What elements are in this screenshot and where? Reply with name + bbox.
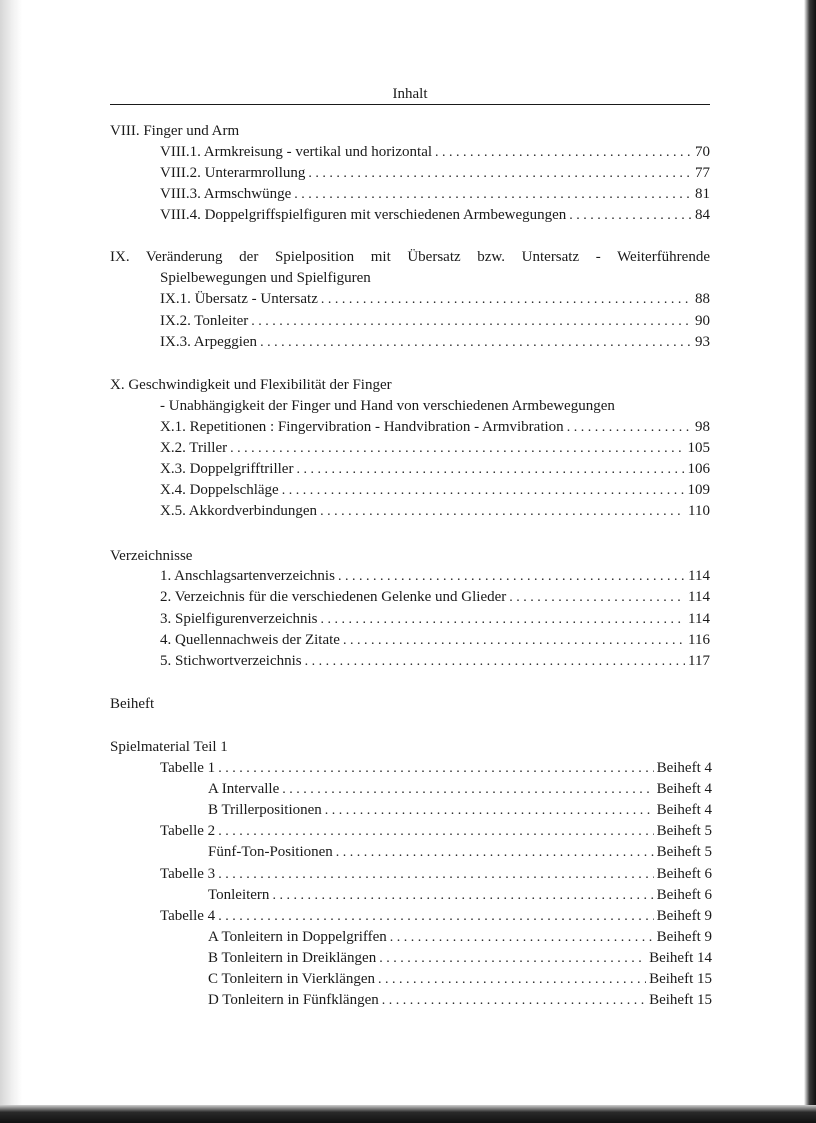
leader-dots: [509, 588, 685, 608]
toc-entry-label: IX.1. Übersatz - Untersatz: [160, 291, 318, 307]
leader-dots: [251, 312, 692, 332]
toc-entry-label: A Tonleitern in Doppelgriffen: [208, 929, 387, 945]
toc-entry-page: 70: [695, 144, 710, 160]
toc-entry-label: X.2. Triller: [160, 440, 228, 456]
toc-entry: [160, 587, 710, 608]
toc-entry-label: IX.2. Tonleiter: [160, 313, 249, 329]
leader-dots: [260, 333, 692, 353]
toc-entry-page: 81: [695, 186, 710, 202]
toc-entry-page: Beiheft 4: [656, 781, 712, 797]
toc-entry: [160, 417, 710, 438]
toc-entry-label: Tabelle 3: [160, 866, 216, 882]
toc-entry-label: B Trillerpositionen: [208, 802, 322, 818]
toc-entry-label: X.3. Doppelgrifftriller: [160, 461, 294, 477]
leader-dots: [294, 185, 692, 205]
toc-entry-label: A Intervalle: [208, 781, 280, 797]
toc-entry: [160, 163, 710, 184]
toc-entry-page: Beiheft 5: [656, 844, 712, 860]
section-heading-spielmaterial: Spielmaterial Teil 1: [110, 739, 228, 755]
toc-entry: [160, 609, 710, 630]
leader-dots: [272, 886, 653, 906]
toc-entry-label: C Tonleitern in Vierklängen: [208, 971, 376, 987]
leader-dots: [320, 502, 685, 522]
toc-entry-page: Beiheft 9: [656, 908, 712, 924]
toc-entry-label: VIII.3. Armschwünge: [160, 186, 292, 202]
toc-entry: [160, 184, 710, 205]
toc-entry-page: Beiheft 5: [656, 823, 712, 839]
leader-dots: [308, 164, 692, 184]
toc-entry-page: 93: [695, 334, 710, 350]
toc-entry: [208, 948, 712, 969]
leader-dots: [435, 143, 692, 163]
section-heading-viii: VIII. Finger und Arm: [110, 123, 240, 139]
toc-entry-label: B Tonleitern in Dreiklängen: [208, 950, 377, 966]
leader-dots: [567, 418, 692, 438]
toc-entry-page: Beiheft 14: [649, 950, 712, 966]
leader-dots: [305, 652, 685, 672]
toc-entry-label: 4. Quellennachweis der Zitate: [160, 632, 340, 648]
toc-entry: [160, 459, 710, 480]
toc-entry-page: 77: [695, 165, 710, 181]
toc-entry-label: 1. Anschlagsartenverzeichnis: [160, 568, 335, 584]
toc-entry-label: X.4. Doppelschläge: [160, 482, 279, 498]
leader-dots: [218, 822, 653, 842]
leader-dots: [320, 610, 685, 630]
toc-entry-label: Fünf-Ton-Positionen: [208, 844, 333, 860]
section-heading-beiheft: Beiheft: [110, 696, 155, 712]
toc-entry-page: Beiheft 4: [656, 760, 712, 776]
toc-entry: [208, 969, 712, 990]
toc-entry: [160, 501, 710, 522]
toc-entry: [160, 142, 710, 163]
toc-entry-label: Tabelle 4: [160, 908, 216, 924]
leader-dots: [230, 439, 684, 459]
page-header-title: Inhalt: [392, 86, 428, 102]
toc-entry-page: 114: [688, 568, 710, 584]
section-heading-ix: IX. Veränderung der Spielposition mit Übersatz bzw. Untersatz - Weiterführende: [110, 249, 710, 265]
toc-entry: [160, 821, 712, 842]
toc-entry: [160, 651, 710, 672]
leader-dots: [296, 460, 684, 480]
leader-dots: [390, 928, 654, 948]
toc-entry-page: 106: [687, 461, 710, 477]
toc-entry-label: X.5. Akkordverbindungen: [160, 503, 318, 519]
toc-entry-page: 114: [688, 589, 710, 605]
toc-entry: [208, 990, 712, 1011]
toc-entry: [160, 758, 712, 779]
toc-entry-label: IX.3. Arpeggien: [160, 334, 258, 350]
leader-dots: [282, 481, 685, 501]
leader-dots: [325, 801, 654, 821]
section-heading-verzeichnisse: Verzeichnisse: [110, 548, 193, 564]
section-heading-ix-continued: Spielbewegungen und Spielfiguren: [160, 270, 371, 286]
toc-entry: [160, 205, 710, 226]
leader-dots: [218, 865, 653, 885]
toc-entry-label: VIII.2. Unterarmrollung: [160, 165, 306, 181]
page-left-shadow: [0, 0, 22, 1123]
leader-dots: [218, 759, 653, 779]
toc-entry-page: 98: [695, 419, 710, 435]
toc-entry-label: D Tonleitern in Fünfklängen: [208, 992, 379, 1008]
leader-dots: [282, 780, 653, 800]
leader-dots: [336, 843, 654, 863]
header-rule: [110, 104, 710, 105]
leader-dots: [218, 907, 653, 927]
leader-dots: [343, 631, 685, 651]
toc-entry: [208, 842, 712, 863]
toc-entry: [160, 906, 712, 927]
toc-entry-page: 117: [688, 653, 710, 669]
leader-dots: [379, 949, 646, 969]
toc-entry-page: Beiheft 4: [656, 802, 712, 818]
page-right-edge: [804, 0, 816, 1123]
section-heading-x-continued: - Unabhängigkeit der Finger und Hand von verschiedenen Armbewegungen: [160, 398, 615, 414]
toc-entry-page: 110: [688, 503, 710, 519]
toc-entry-label: 3. Spielfigurenverzeichnis: [160, 611, 318, 627]
toc-entry: [160, 480, 710, 501]
toc-entry-label: X.1. Repetitionen : Fingervibration - Handvibration - Armvibration: [160, 419, 564, 435]
toc-entry-page: Beiheft 6: [656, 887, 712, 903]
toc-entry: [160, 566, 710, 587]
toc-entry: [208, 800, 712, 821]
toc-entry: [160, 438, 710, 459]
toc-entry-page: 84: [695, 207, 710, 223]
leader-dots: [378, 970, 646, 990]
toc-entry: [160, 289, 710, 310]
toc-entry-label: 2. Verzeichnis für die verschiedenen Gelenke und Glieder: [160, 589, 507, 605]
toc-entry-page: 116: [688, 632, 710, 648]
toc-entry-page: 105: [687, 440, 710, 456]
toc-entry: [160, 311, 710, 332]
toc-entry-page: Beiheft 9: [656, 929, 712, 945]
toc-entry-page: 90: [695, 313, 710, 329]
toc-entry-page: Beiheft 15: [649, 971, 712, 987]
toc-entry-page: 114: [688, 611, 710, 627]
toc-entry: [208, 885, 712, 906]
leader-dots: [569, 206, 692, 226]
leader-dots: [382, 991, 646, 1011]
toc-entry-page: Beiheft 15: [649, 992, 712, 1008]
toc-entry-label: VIII.1. Armkreisung - vertikal und horizontal: [160, 144, 433, 160]
toc-entry-page: Beiheft 6: [656, 866, 712, 882]
toc-entry-label: Tabelle 2: [160, 823, 216, 839]
toc-entry-label: VIII.4. Doppelgriffspielfiguren mit verschiedenen Armbewegungen: [160, 207, 567, 223]
toc-entry-label: 5. Stichwortverzeichnis: [160, 653, 302, 669]
section-heading-x: X. Geschwindigkeit und Flexibilität der Finger: [110, 377, 392, 393]
toc-entry: [160, 864, 712, 885]
toc-entry: [160, 630, 710, 651]
leader-dots: [338, 567, 685, 587]
leader-dots: [321, 290, 692, 310]
toc-entry-page: 88: [695, 291, 710, 307]
toc-entry: [208, 927, 712, 948]
toc-entry-label: Tabelle 1: [160, 760, 216, 776]
toc-entry: [160, 332, 710, 353]
page-bottom-edge: [0, 1105, 816, 1123]
toc-entry-label: Tonleitern: [208, 887, 270, 903]
toc-entry-page: 109: [687, 482, 710, 498]
toc-entry: [208, 779, 712, 800]
